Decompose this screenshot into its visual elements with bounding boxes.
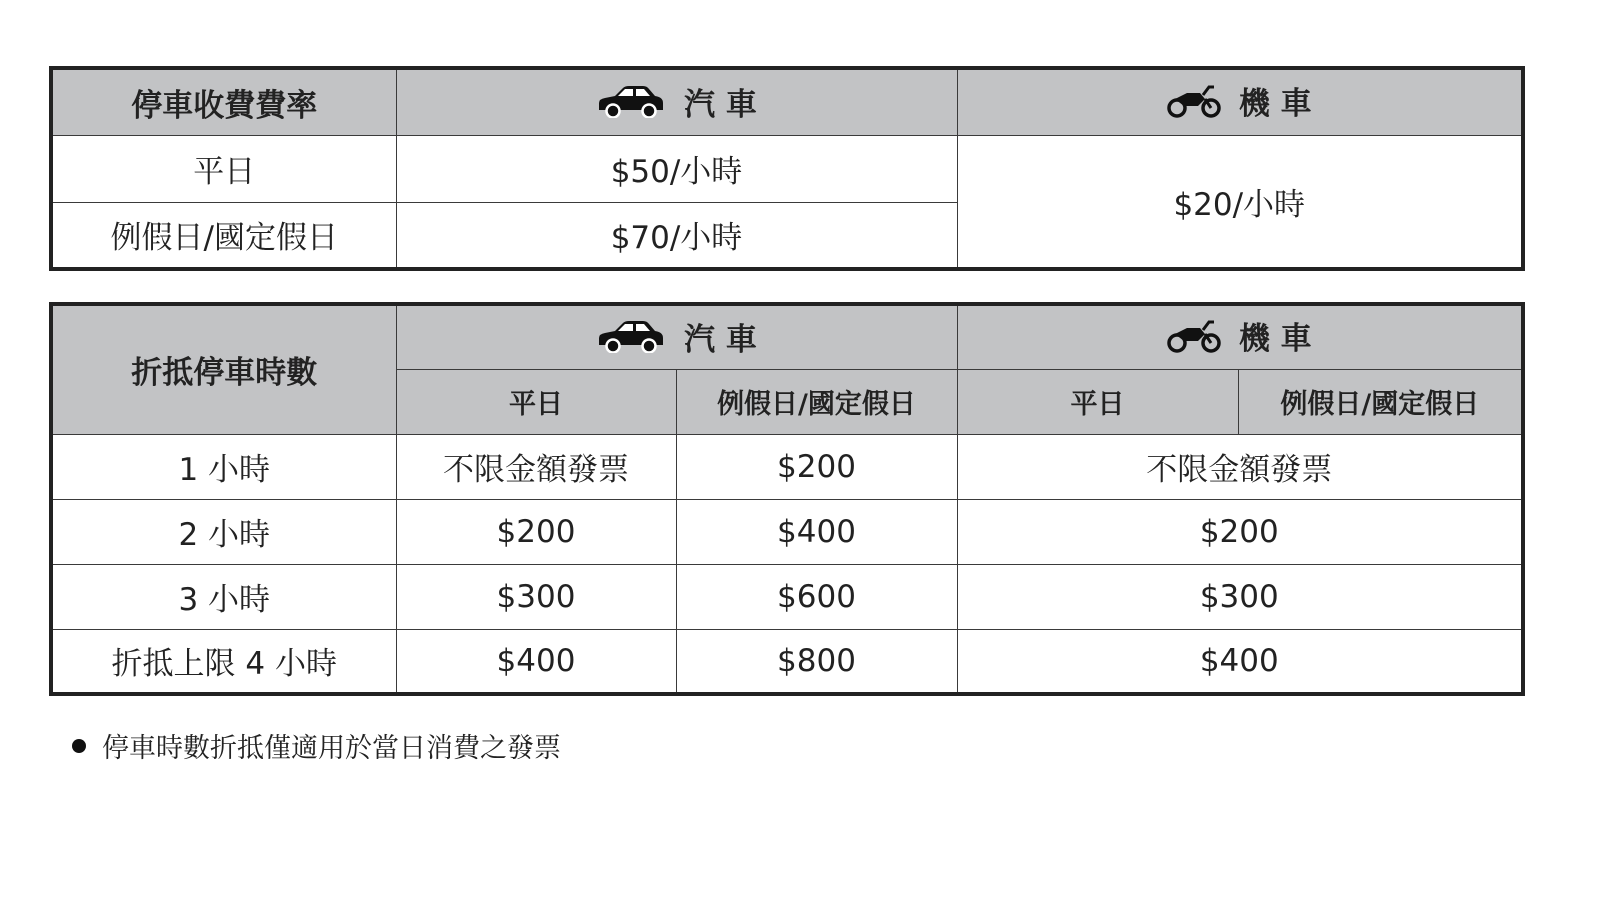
car-holiday-cell: $200: [676, 434, 957, 499]
rate-header-motorcycle: [957, 68, 1523, 135]
car-holiday-cell: $600: [676, 564, 957, 629]
hours-cell: 1 小時: [51, 434, 396, 499]
discount-header-motorcycle-label: 機 車: [1238, 321, 1312, 357]
car-weekday-cell: $300: [396, 564, 676, 629]
discount-header-car: [396, 304, 957, 369]
table-row: [51, 629, 1523, 694]
discount-header-motorcycle: [957, 304, 1523, 369]
motorcycle-cell: $400: [957, 629, 1523, 694]
motorcycle-cell: $200: [957, 499, 1523, 564]
parking-discount-table: [49, 302, 1525, 696]
motorcycle-cell: 不限金額發票: [957, 434, 1523, 499]
car-weekday-cell: 不限金額發票: [396, 434, 676, 499]
bullet-icon: [72, 739, 86, 753]
table-row: [51, 564, 1523, 629]
hours-cell: 折抵上限 4 小時: [51, 629, 396, 694]
subheader-car-holiday: 例假日/國定假日: [676, 369, 957, 434]
car-weekday-cell: $400: [396, 629, 676, 694]
rate-header-motorcycle-label: 機 車: [1238, 86, 1312, 122]
table-row: [51, 499, 1523, 564]
subheader-motorcycle-weekday: 平日: [957, 369, 1238, 434]
rate-header-car-label: 汽 車: [684, 86, 757, 123]
car-holiday-cell: $400: [676, 499, 957, 564]
subheader-motorcycle-holiday: 例假日/國定假日: [1238, 369, 1523, 434]
discount-header-title: 折抵停車時數: [51, 304, 396, 434]
rate-header-car: [396, 68, 957, 135]
motorcycle-icon: [1167, 83, 1221, 119]
car-holiday-cell: $800: [676, 629, 957, 694]
car-icon: [596, 319, 666, 353]
hours-cell: 2 小時: [51, 499, 396, 564]
table-row: [51, 135, 1523, 202]
motorcycle-cell: $300: [957, 564, 1523, 629]
motorcycle-rate: $20/小時: [957, 135, 1523, 269]
table-row: [51, 434, 1523, 499]
hours-cell: 3 小時: [51, 564, 396, 629]
footnote: [72, 726, 561, 765]
car-holiday-rate: $70/小時: [396, 202, 957, 269]
car-icon: [596, 84, 666, 118]
discount-header-car-label: 汽 車: [684, 321, 757, 358]
footnote-text: 停車時數折抵僅適用於當日消費之發票: [102, 733, 561, 764]
rate-header-title: 停車收費費率: [51, 68, 396, 135]
parking-rate-table: [49, 66, 1525, 271]
car-weekday-rate: $50/小時: [396, 135, 957, 202]
car-weekday-cell: $200: [396, 499, 676, 564]
rate-holiday-label: 例假日/國定假日: [51, 202, 396, 269]
motorcycle-icon: [1167, 318, 1221, 354]
subheader-car-weekday: 平日: [396, 369, 676, 434]
rate-weekday-label: 平日: [51, 135, 396, 202]
